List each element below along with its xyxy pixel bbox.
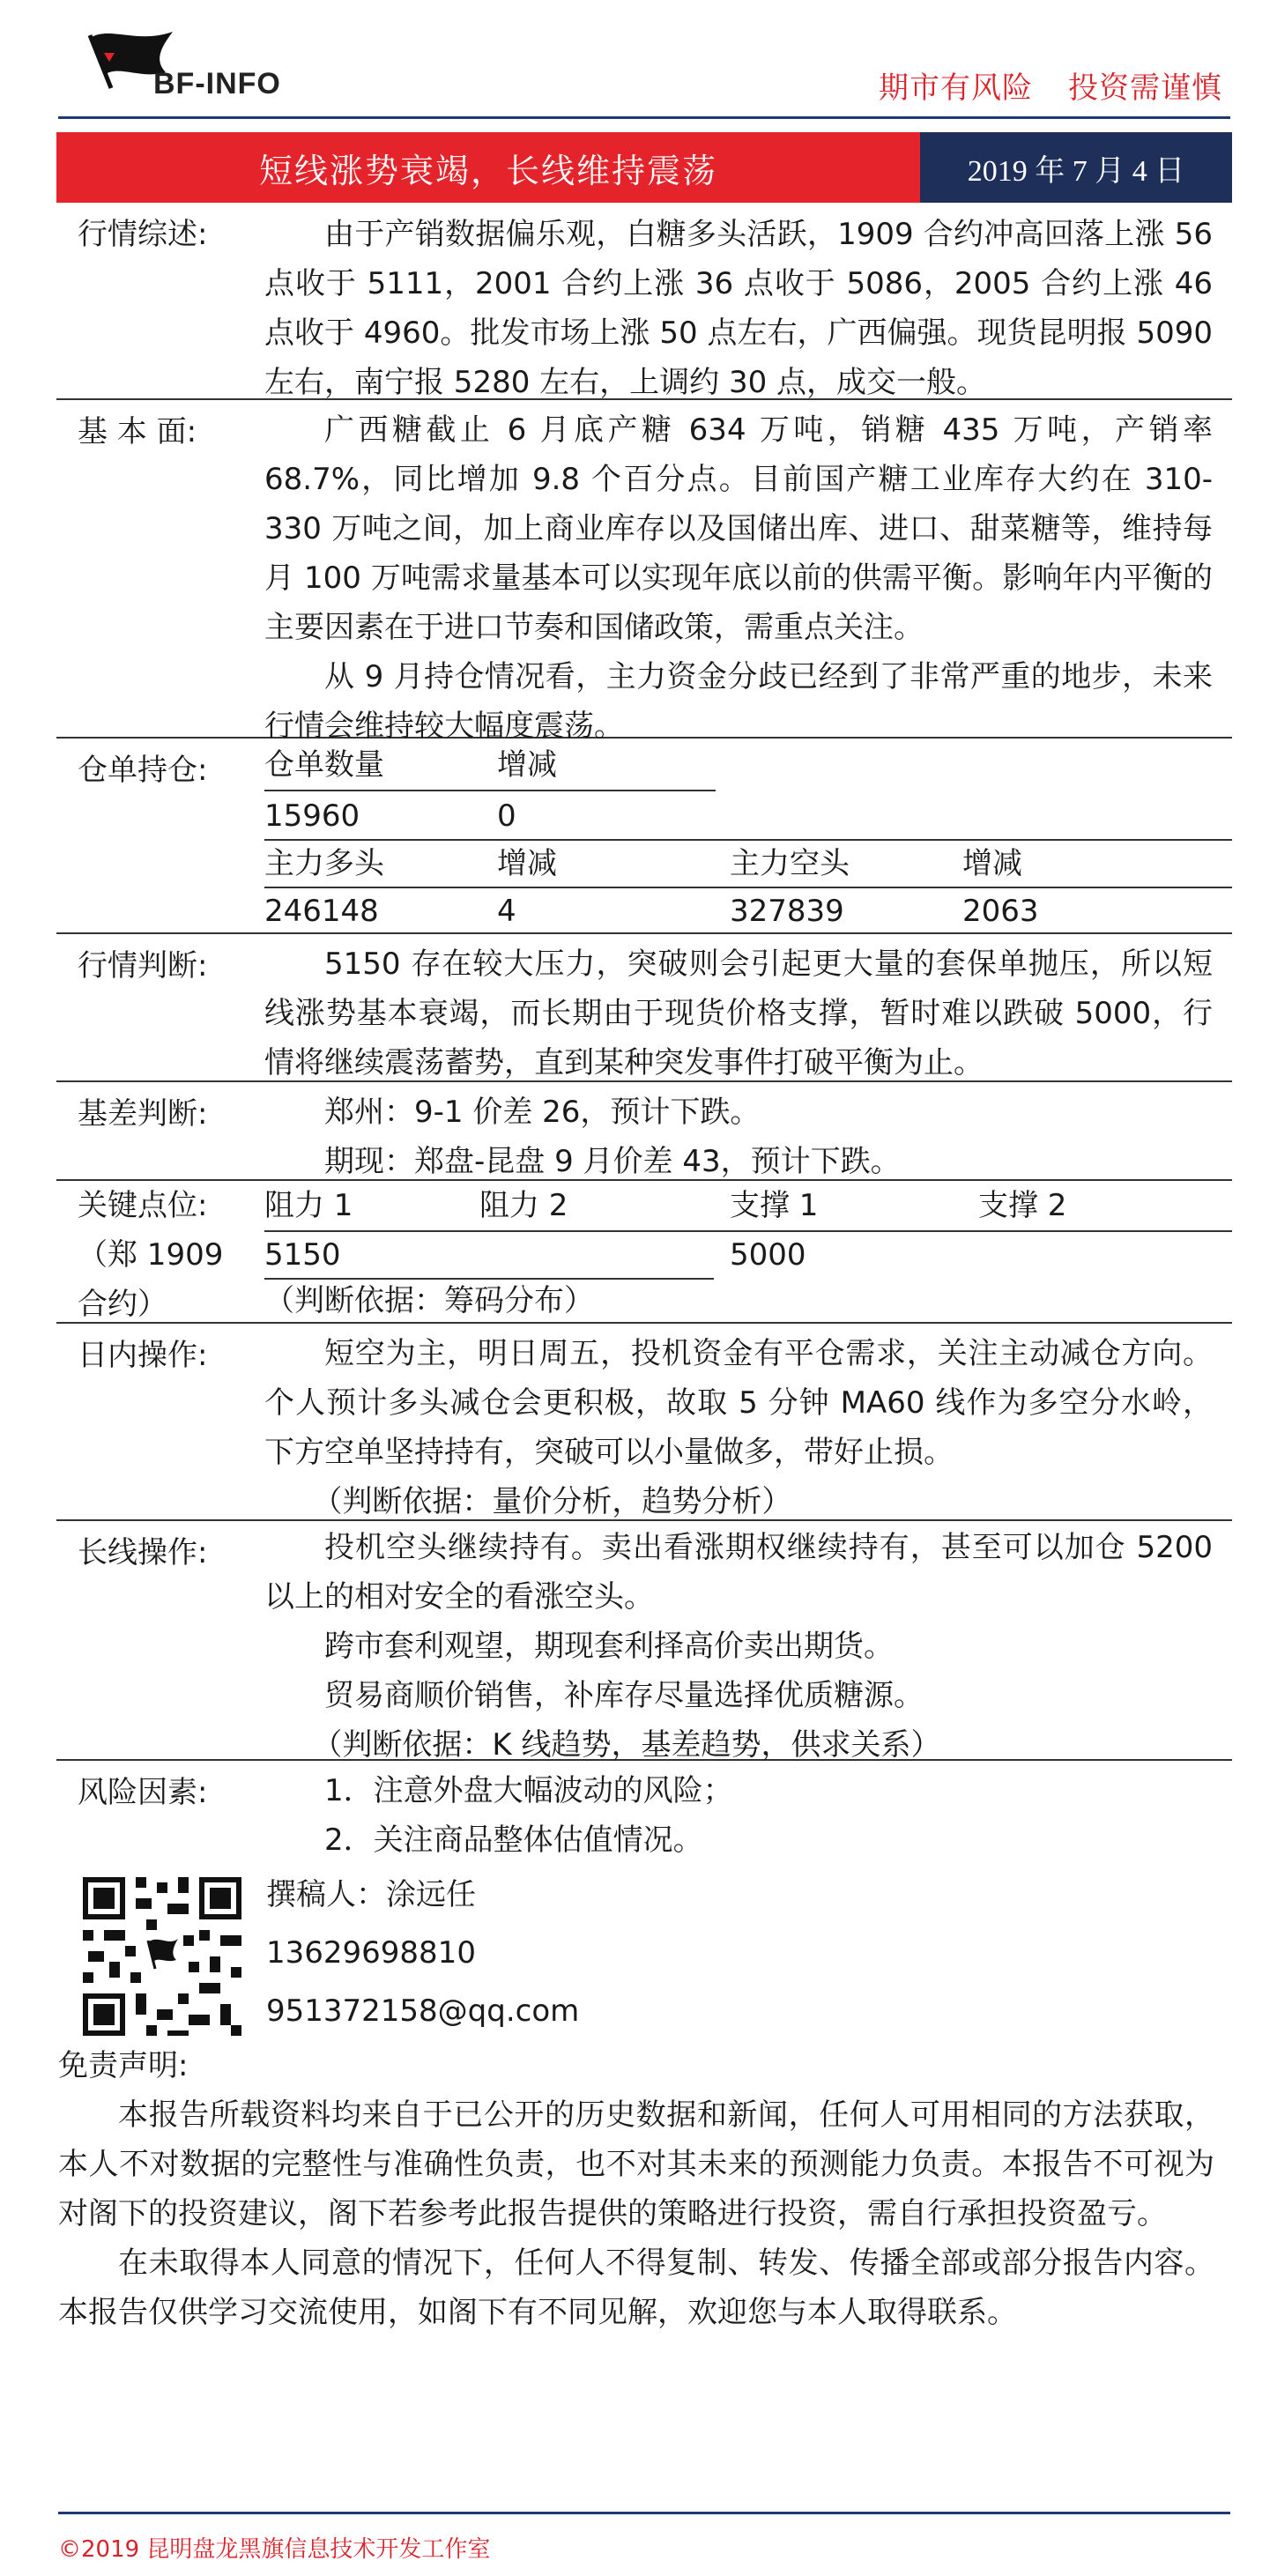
section-risk: [56, 1761, 1232, 1867]
long-position-header: 主力多头: [264, 846, 384, 881]
resistance-1-header: 阻力 1: [264, 1188, 353, 1223]
disclaimer-para-2: 在未取得本人同意的情况下，任何人不得复制、转发、传播全部或部分报告内容。本报告仅供学习交流使用，如阁下有不同见解，欢迎您与本人取得联系。: [58, 2246, 1214, 2330]
intraday-content: [264, 1329, 1213, 1526]
judgment-label: 行情判断:: [78, 948, 208, 984]
fundamentals-label: 基 本 面:: [78, 414, 197, 449]
warrant-qty-value: 15960: [264, 798, 360, 834]
report-date: 2019 年 7 月 4 日: [920, 132, 1232, 203]
short-position-value: 327839: [730, 894, 844, 929]
footer-copyright: ©2019 昆明盘龙黑旗信息技术开发工作室: [58, 2536, 491, 2563]
bf-info-logo: [85, 26, 314, 106]
risk-item-2: 2．关注商品整体估值情况。: [324, 1823, 703, 1858]
author-phone: 13629698810: [266, 1935, 476, 1971]
resistance-1-value: 5150: [264, 1237, 341, 1273]
longterm-para-2: 跨市套利观望，期现套利择高价卖出期货。: [324, 1629, 894, 1664]
support-1-header: 支撑 1: [730, 1188, 819, 1223]
overview-content: [264, 210, 1213, 407]
disclaimer-para-1: 本报告所载资料均来自于已公开的历史数据和新闻，任何人可用相同的方法获取，本人不对数据的完整性与准确性负责，也不对其未来的预测能力负责。本报告不可视为对阁下的投资建议，阁下若参考此报告提供的策略进行投资，需自行承担投资盈亏。: [58, 2097, 1214, 2231]
basis-content: [264, 1088, 1213, 1186]
judgment-content: [264, 939, 1213, 1088]
warrant-change-header: 增减: [497, 747, 557, 783]
intraday-text: 短空为主，明日周五，投机资金有平仓需求，关注主动减仓方向。个人预计多头减仓会更积极，故取 5 分钟 MA60 线作为多空分水岭，下方空单坚持持有，突破可以小量做多，带好止损。: [264, 1336, 1213, 1470]
longterm-para-3: 贸易商顺价销售，补库存尽量选择优质糖源。: [324, 1678, 924, 1713]
header-divider: [58, 116, 1230, 119]
longterm-content: [264, 1523, 1213, 1770]
longterm-label: 长线操作:: [78, 1535, 208, 1570]
report-headline: 短线涨势衰竭，长线维持震荡: [56, 132, 920, 203]
section-fundamentals: [56, 400, 1232, 744]
short-position-header: 主力空头: [730, 846, 850, 881]
short-change-value: 2063: [962, 894, 1039, 929]
long-position-value: 246148: [264, 894, 379, 929]
logo-text: BF-INFO: [153, 67, 281, 100]
long-change-value: 4: [497, 894, 516, 929]
section-overview: [56, 203, 1232, 400]
slogan-risk: 期市有风险: [879, 71, 1033, 106]
title-bar: [56, 132, 1232, 203]
author-name: 撰稿人：涂远任: [266, 1877, 476, 1912]
resistance-2-header: 阻力 2: [479, 1188, 568, 1223]
basis-line-1: 郑州：9-1 价差 26，预计下跌。: [324, 1095, 761, 1130]
judgment-text: 5150 存在较大压力，突破则会引起更大量的套保单抛压，所以短线涨势基本衰竭，而长期由于现货价格支撑，暂时难以跌破 5000，行情将继续震荡蓄势，直到某种突发事件打破平衡为止。: [264, 947, 1213, 1080]
positions-label: 仓单持仓:: [78, 753, 208, 788]
section-longterm: [56, 1521, 1232, 1761]
long-change-header: 增减: [497, 846, 557, 881]
section-basis: [56, 1082, 1232, 1181]
longterm-basis: （判断依据：K 线趋势，基差趋势，供求关系）: [312, 1727, 941, 1763]
header-slogan: [879, 63, 1222, 107]
intraday-basis: （判断依据：量价分析，趋势分析）: [312, 1484, 792, 1519]
section-judgment: [56, 934, 1232, 1082]
risk-label: 风险因素:: [78, 1775, 208, 1810]
warrant-qty-header: 仓单数量: [264, 747, 384, 783]
short-change-header: 增减: [962, 846, 1022, 881]
basis-label: 基差判断:: [78, 1096, 208, 1132]
section-intraday: [56, 1324, 1232, 1521]
intraday-label: 日内操作:: [78, 1338, 208, 1373]
author-email[interactable]: 951372158@qq.com: [266, 1993, 580, 2029]
overview-text: 由于产销数据偏乐观，白糖多头活跃，1909 合约冲高回落上涨 56 点收于 5111，2001 合约上涨 36 点收于 5086，2005 合约上涨 46 点收于 4960。批发市场上涨 50 点左右，广西偏强。现货昆明报 5090 左右，南宁报 5280 左右，上调约 30 点，成交一般。: [264, 217, 1213, 400]
section-positions: [56, 739, 1232, 934]
basis-line-2: 期现：郑盘-昆盘 9 月价差 43，预计下跌。: [324, 1144, 901, 1179]
disclaimer: [58, 2041, 1214, 2337]
fundamentals-para-2: 从 9 月持仓情况看，主力资金分歧已经到了非常严重的地步，未来行情会维持较大幅度震荡。: [264, 659, 1213, 744]
disclaimer-title: 免责声明:: [58, 2048, 189, 2083]
support-1-value: 5000: [730, 1237, 806, 1273]
warrant-change-value: 0: [497, 798, 516, 834]
fundamentals-para-1: 广西糖截止 6 月底产糖 634 万吨，销糖 435 万吨，产销率 68.7%，同比增加 9.8 个百分点。目前国产糖工业库存大约在 310-330 万吨之间，加上商业库存以及国储出库、进口、甜菜糖等，维持每月 100 万吨需求量基本可以实现年底以前的供需平衡。影响年内平衡的主要因素在于进口节奏和国储政策，需重点关注。: [264, 412, 1213, 645]
key-levels-basis: （判断依据：筹码分布）: [264, 1283, 594, 1318]
section-key-levels: [56, 1181, 1232, 1324]
overview-label: 行情综述:: [78, 217, 208, 252]
footer-divider: [58, 2512, 1230, 2514]
qr-code-icon: [83, 1877, 241, 2036]
support-2-header: 支撑 2: [978, 1188, 1067, 1223]
fundamentals-content: [264, 405, 1213, 751]
key-levels-label: 关键点位:（郑 1909 合约）: [78, 1188, 224, 1322]
slogan-caution: 投资需谨慎: [1068, 71, 1222, 106]
longterm-para-1: 投机空头继续持有。卖出看涨期权继续持有，甚至可以加仓 5200 以上的相对安全的看涨空头。: [264, 1530, 1213, 1615]
risk-item-1: 1．注意外盘大幅波动的风险；: [324, 1773, 733, 1808]
risk-content: [264, 1766, 1213, 1865]
